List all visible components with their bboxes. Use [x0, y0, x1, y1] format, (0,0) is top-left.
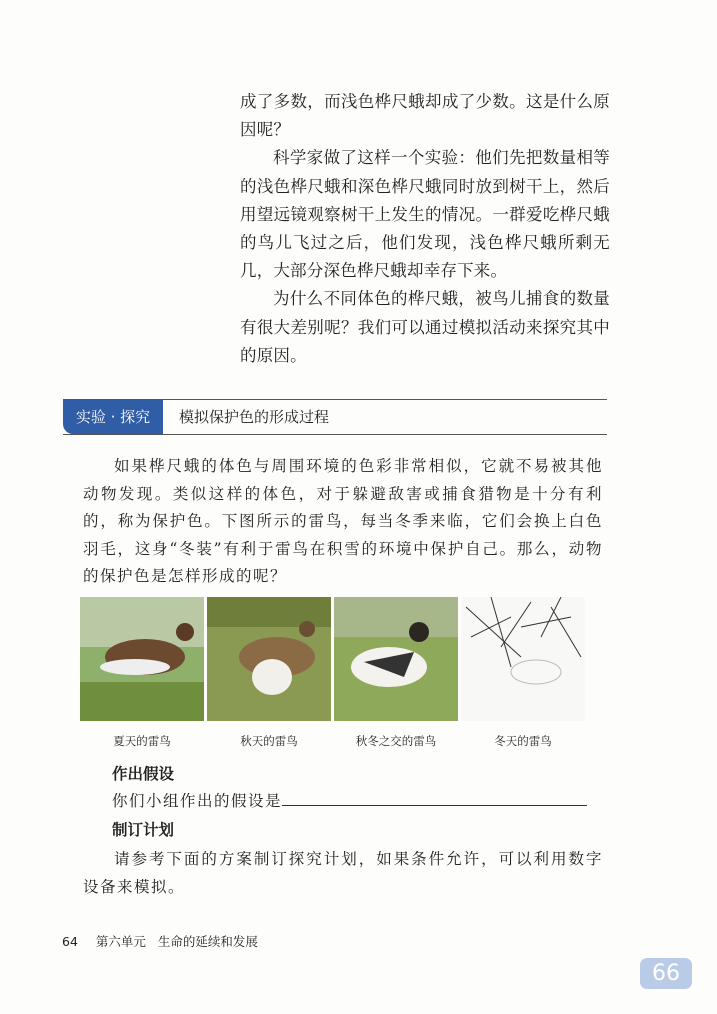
chapter-label: 生命的延续和发展 — [157, 934, 258, 949]
plan-text: 请参考下面的方案制订探究计划，如果条件允许，可以利用数字设备来模拟。 — [83, 850, 603, 896]
page-footer — [62, 932, 258, 950]
section-badge: 实验 · 探究 — [63, 400, 163, 434]
paragraph: 成了多数，而浅色桦尺蛾却成了少数。这是什么原因呢？ — [240, 92, 610, 140]
paragraph: 科学家做了这样一个实验：他们先把数量相等的浅色桦尺蛾和深色桦尺蛾同时放到树干上，然后用望远镜观察树干上发生的情况。一群爱吃桦尺蛾的鸟儿飞过之后，他们发现，浅色桦尺蛾所剩无几，大部分深色桦尺蛾却幸存下来。 — [240, 148, 610, 281]
intro-text — [240, 88, 610, 370]
paragraph: 为什么不同体色的桦尺蛾，被鸟儿捕食的数量有很大差别呢？我们可以通过模拟活动来探究其中的原因。 — [240, 289, 610, 365]
page-badge: 66 — [640, 958, 692, 989]
hypothesis-blank[interactable] — [282, 791, 587, 806]
winter-ptarmigan-photo — [461, 597, 585, 721]
plan-heading: 制订计划 — [112, 821, 175, 839]
figure-caption: 冬天的雷鸟 — [494, 734, 552, 748]
section-header — [63, 399, 607, 435]
autumn-ptarmigan-photo — [207, 597, 331, 721]
page-number: 64 — [62, 934, 78, 949]
body-text — [83, 453, 603, 591]
section-title: 模拟保护色的形成过程 — [179, 408, 330, 426]
hypothesis-prompt: 你们小组作出的假设是 — [112, 792, 283, 810]
unit-label: 第六单元 — [95, 934, 146, 949]
figure-caption: 秋天的雷鸟 — [240, 734, 298, 748]
figure-caption: 秋冬之交的雷鸟 — [355, 734, 437, 748]
figure-caption: 夏天的雷鸟 — [113, 734, 171, 748]
paragraph: 如果桦尺蛾的体色与周围环境的色彩非常相似，它就不易被其他动物发现。类似这样的体色，对于躲避敌害或捕食猎物是十分有利的，称为保护色。下图所示的雷鸟，每当冬季来临，它们会换上白色羽毛，这身“冬装”有利于雷鸟在积雪的环境中保护自己。那么，动物的保护色是怎样形成的呢？ — [83, 457, 603, 585]
hypothesis-heading: 作出假设 — [112, 765, 175, 783]
summer-ptarmigan-photo — [80, 597, 204, 721]
hypothesis-line — [112, 789, 587, 811]
autumn-winter-ptarmigan-photo — [334, 597, 458, 721]
